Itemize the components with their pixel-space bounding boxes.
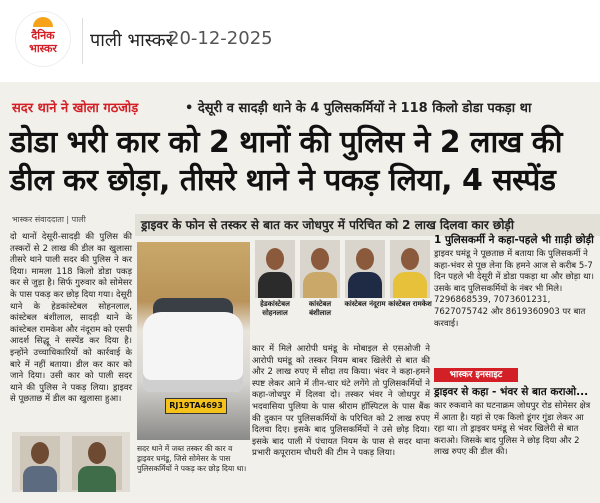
sidebar-story-1-title: 1 पुलिसकर्मी ने कहा-पहले भी ग़ाड़ी छोड़ी (434, 234, 594, 246)
person-head (31, 442, 49, 464)
inset-person-1 (20, 436, 60, 490)
sidebar-story-2 (434, 386, 594, 459)
kicker-subtitle: • देसूरी व सादड़ी थाने के 4 पुलिसकर्मियों ने 118 किलो डोडा पकड़ा था (185, 101, 532, 116)
edition-date: 20-12-2025 (168, 28, 273, 49)
photo-ramkesh (390, 240, 430, 298)
sidebar-story-1-text: ड्राइवर घमंडू ने पूछताछ में बताया कि पुलिसकर्मी ने कहा-भंवर से पूछ लेना कि हमने आज से करीब 5-7 दिन पहले भी देसूरी में डोडा पकड़ा था और छोड़ा था। उसके बाद पुलिसकर्मियों के नंबर भी मिले। 7296868539, 7073601231, 7627075742 और 8619360903 पर बात करवाई। (434, 249, 594, 329)
logo-line1: दैनिक (31, 29, 55, 42)
logo-line2: भास्कर (29, 42, 57, 55)
person-body (23, 466, 57, 492)
person-head (266, 248, 284, 270)
person-label: हेडकांस्टेबल सोहनलाल (260, 300, 290, 317)
number-plate: RJ19TA4693 (165, 398, 227, 414)
sun-icon (33, 17, 53, 27)
person-label: कांस्टेबल नंदूराम (344, 300, 386, 308)
sidebar-story-2-text: कार रुकवाने का घटनाक्रम जोधपुर रोड सोमेसर क्षेत्र में आता है। यहां से एक किलो डूंगर गुंडा लेकर आ रहा था। तो ड्राइवर घमंडू से भंवर खिलेरी से बात कराओ। जिसके बाद पुलिस ने छोड़ दिया और 2 लाख रुपए की डील की। (434, 401, 591, 458)
article-column-1 (10, 232, 132, 409)
edition-name: पाली भास्कर (90, 30, 173, 51)
photo-banshilal (300, 240, 340, 298)
header-divider (82, 18, 83, 64)
person-label: कांस्टेबल बंशीलाल (308, 300, 332, 317)
person-body (78, 466, 116, 492)
person-body (303, 272, 337, 298)
newspaper-clipping (0, 82, 600, 503)
dainik-bhaskar-logo[interactable] (16, 12, 70, 66)
subheadline: ड्राइवर के फोन से तस्कर से बात कर जोधपुर में परिचित को 2 लाख दिलवा कार छोड़ी (135, 214, 600, 236)
sidebar-story-2-title: ड्राइवर से कहा - भंवर से बात कराओ... (434, 386, 589, 398)
inset-photo (12, 432, 130, 492)
kicker-red: सदर थाने ने खोला गठजोड़ (12, 101, 139, 116)
person-head (88, 442, 106, 464)
headline: डोडा भरी कार को 2 थानों की पुलिस ने 2 लाख की डील कर छोड़ा, तीसरे थाने ने पकड़ लिया, 4 सस्पेंड (10, 125, 563, 198)
photo-sohanlal (255, 240, 295, 298)
person-body (258, 272, 292, 298)
person-head (401, 248, 419, 270)
person-body (393, 272, 427, 298)
byline: भास्कर संवाददाता | पाली (12, 215, 86, 224)
app-header (0, 0, 600, 83)
inset-person-2 (72, 436, 122, 490)
car-photo (137, 242, 250, 440)
car-body (143, 312, 243, 392)
column-1-text: दो थानों देसूरी-सादड़ी की पुलिस की तस्करों से 2 लाख की डील का खुलासा तीसरे थाने पाली सदर की पुलिस ने कर दिया। मामला 118 किलो डोडा पकड़ कर से जुड़ा है। सिर्फ गुरुवार को सोमेसर के पास पकड़ कर छोड़ दिया गया। देसूरी थाने के हेडकांस्टेबल सोहनलाल, कांस्टेबल बंशीलाल, सादड़ी थाने के कांस्टेबल रामकेश और नंदूराम को एसपी आदर्श सिद्धू ने सस्पेंड कर दिया है। इन्होंने उच्चाधिकारियों को कार्रवाई के बारे में नहीं बताया। डील कर कार को जाने दिया। उसी कार को पाली सदर थाने की पुलिस ने पकड़ लिया। ड्राइवर से पूछताछ में डील का खुलासा हुआ। (10, 232, 132, 405)
person-head (356, 248, 374, 270)
bhaskar-insight-badge: भास्कर इनसाइट (434, 368, 518, 382)
person-head (311, 248, 329, 270)
sidebar-story-1 (434, 234, 594, 330)
photo-nandooram (345, 240, 385, 298)
article-column-middle: कार में मिले आरोपी घमंडू के मोबाइल से एसओजी ने आरोपी घमंडू को तस्कर नियम बाबर खिलेरी से बात की और 2 लाख रुपए में सौदा तय किया। भंवर ने कहा-हमने स्पष्ट लेकर आने में तीन-चार घंटे लगेंगे तो पुलिसकर्मियों ने कहा-जोधपुर में दिलवा दो। तस्कर भंवर ने जोधपुर में भदवासिया पुलिया के पास श्रीराम हॉस्पिटल के पास बैंक की दुकान पर पुलिसकर्मियों के परिचित को 2 लाख रुपए दिलवा दिए। इसके बाद पुलिसकर्मियों ने उसे छोड़ दिया। इसके बाद पाली में पंचायत नियम के पास से सदर थाना प्रभारी कपूराराम चौधरी की टीम ने पकड़ लिया। (252, 344, 430, 459)
person-label: कांस्टेबल रामकेश (388, 300, 432, 308)
car-photo-caption: सदर थाने में जब्त तस्कर की कार व ड्राइवर घमंडू, जिसे सोमेसर के पास पुलिसकर्मियों ने पकड़ कर छोड़ दिया था। (137, 444, 247, 473)
person-body (348, 272, 382, 298)
